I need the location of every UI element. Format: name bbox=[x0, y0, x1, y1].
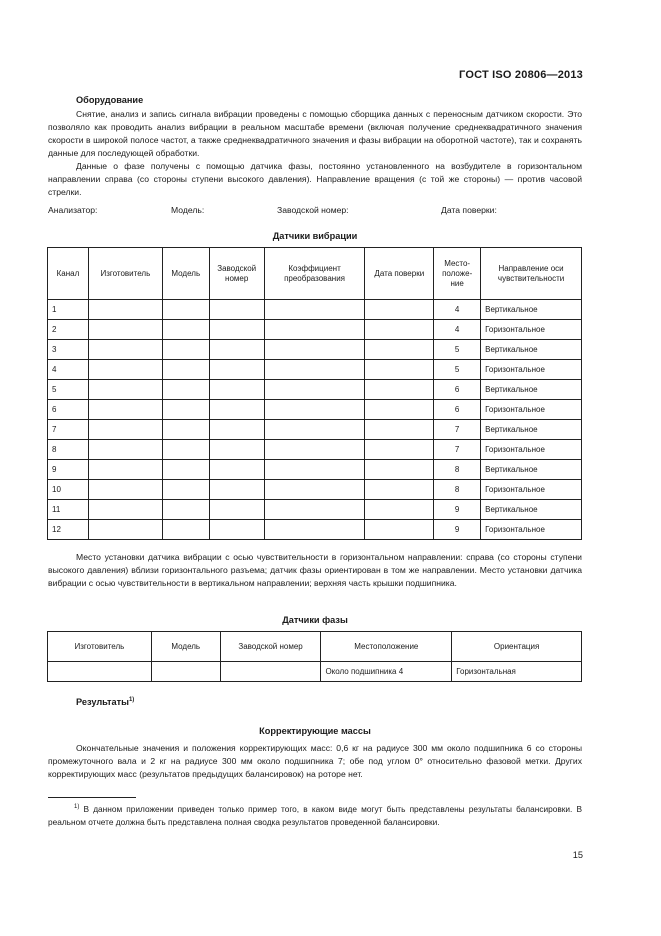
cell-coefficient bbox=[264, 320, 365, 340]
cell-channel: 5 bbox=[48, 380, 89, 400]
cell-manufacturer bbox=[88, 360, 162, 380]
cell-coefficient bbox=[264, 340, 365, 360]
cell-direction: Горизонтальное bbox=[481, 320, 582, 340]
footnote-mark: 1) bbox=[74, 804, 80, 810]
cell-direction: Горизонтальное bbox=[481, 520, 582, 540]
cell-coefficient bbox=[264, 480, 365, 500]
cell-location: 9 bbox=[434, 500, 481, 520]
col-coefficient: Коэффициент преобразования bbox=[264, 248, 365, 300]
phase-col-manufacturer: Изготовитель bbox=[48, 632, 152, 662]
cell-serial bbox=[209, 400, 264, 420]
cell-model bbox=[162, 340, 209, 360]
phase-cell-manufacturer bbox=[48, 662, 152, 682]
cell-location: 5 bbox=[434, 340, 481, 360]
cell-location: 5 bbox=[434, 360, 481, 380]
cell-direction: Горизонтальное bbox=[481, 440, 582, 460]
cell-channel: 9 bbox=[48, 460, 89, 480]
cell-model bbox=[162, 300, 209, 320]
vibration-table-row bbox=[48, 300, 582, 320]
cell-direction: Горизонтальное bbox=[481, 400, 582, 420]
cell-model bbox=[162, 460, 209, 480]
model-label: Модель: bbox=[171, 205, 205, 215]
cell-coefficient bbox=[264, 380, 365, 400]
cell-location: 7 bbox=[434, 440, 481, 460]
cell-manufacturer bbox=[88, 460, 162, 480]
vibration-table-row bbox=[48, 360, 582, 380]
phase-table-title: Датчики фазы bbox=[282, 615, 348, 625]
results-heading bbox=[76, 697, 134, 707]
cell-serial bbox=[209, 520, 264, 540]
placement-text bbox=[48, 551, 582, 590]
cell-calibration bbox=[365, 480, 434, 500]
phase-col-location: Местоположение bbox=[321, 632, 452, 662]
col-location: Место-положе-ние bbox=[434, 248, 481, 300]
correction-paragraph: Окончательные значения и положения корректирующих масс: 0,6 кг на радиусе 300 мм около подшипника 6 со стороны промежуточного вала и 2 кг на радиусе 300 мм около подшипника 7; обе под углом 0° относительно фазовой метки. Других корректирующих масс (результатов предыдущих балансировок) на роторе нет. bbox=[48, 743, 582, 779]
cell-coefficient bbox=[264, 440, 365, 460]
cell-manufacturer bbox=[88, 440, 162, 460]
placement-paragraph: Место установки датчика вибрации с осью чувствительности в горизонтальном направлении: справа (со стороны ступени высокого давления) вблизи горизонтального разъема; датчик фазы ориентирован в том же направлении. Место установки датчика вибрации с осью чувствительности в вертикальном направлении; верхняя часть крышки подшипника. bbox=[48, 552, 582, 588]
cell-model bbox=[162, 500, 209, 520]
cell-manufacturer bbox=[88, 300, 162, 320]
vibration-sensors-table bbox=[47, 247, 582, 540]
phase-cell-location: Около подшипника 4 bbox=[321, 662, 452, 682]
vibration-table-row bbox=[48, 500, 582, 520]
phase-col-model: Модель bbox=[151, 632, 220, 662]
cell-calibration bbox=[365, 360, 434, 380]
cell-channel: 1 bbox=[48, 300, 89, 320]
standard-header: ГОСТ ISO 20806—2013 bbox=[459, 69, 583, 81]
cell-coefficient bbox=[264, 360, 365, 380]
cell-location: 4 bbox=[434, 300, 481, 320]
vibration-table-row bbox=[48, 420, 582, 440]
footnote-text: В данном приложении приведен только пример того, в каком виде могут быть представлены результаты балансировки. В реальном отчете должна быть представлена полная сводка результатов проведенной балансировки. bbox=[48, 804, 582, 827]
vibration-table-row bbox=[48, 400, 582, 420]
cell-manufacturer bbox=[88, 420, 162, 440]
cell-coefficient bbox=[264, 520, 365, 540]
cell-channel: 3 bbox=[48, 340, 89, 360]
cell-channel: 7 bbox=[48, 420, 89, 440]
cell-manufacturer bbox=[88, 380, 162, 400]
correction-heading: Корректирующие массы bbox=[259, 726, 371, 736]
cell-calibration bbox=[365, 460, 434, 480]
cell-location: 8 bbox=[434, 460, 481, 480]
phase-cell-orientation: Горизонтальная bbox=[452, 662, 582, 682]
cell-serial bbox=[209, 440, 264, 460]
cell-serial bbox=[209, 380, 264, 400]
col-calibration: Дата поверки bbox=[365, 248, 434, 300]
cell-calibration bbox=[365, 520, 434, 540]
cell-calibration bbox=[365, 420, 434, 440]
cell-serial bbox=[209, 500, 264, 520]
cell-direction: Горизонтальное bbox=[481, 360, 582, 380]
footnote-divider bbox=[48, 797, 136, 798]
cell-serial bbox=[209, 320, 264, 340]
phase-cell-model bbox=[151, 662, 220, 682]
cell-manufacturer bbox=[88, 320, 162, 340]
cell-location: 4 bbox=[434, 320, 481, 340]
cell-model bbox=[162, 420, 209, 440]
cell-manufacturer bbox=[88, 500, 162, 520]
cell-manufacturer bbox=[88, 520, 162, 540]
cell-serial bbox=[209, 420, 264, 440]
equipment-paragraph-1: Снятие, анализ и запись сигнала вибрации проведены с помощью сборщика данных с переносным датчиком скорости. Это позволяло как проводить анализ вибрации в реальном масштабе времени (включая получение среднеквадратичного значения скорости в широкой полосе частот, а также среднеквадратичного значения и фазы вибрации на оборотной частоте), так и сохранять данные для последующей обработки. bbox=[48, 109, 582, 158]
cell-model bbox=[162, 380, 209, 400]
cell-channel: 4 bbox=[48, 360, 89, 380]
cell-calibration bbox=[365, 320, 434, 340]
equipment-heading: Оборудование bbox=[76, 95, 144, 105]
cell-coefficient bbox=[264, 500, 365, 520]
correction-text bbox=[48, 742, 582, 781]
cell-channel: 12 bbox=[48, 520, 89, 540]
phase-col-orientation: Ориентация bbox=[452, 632, 582, 662]
cell-manufacturer bbox=[88, 340, 162, 360]
col-model: Модель bbox=[162, 248, 209, 300]
cell-location: 7 bbox=[434, 420, 481, 440]
cell-channel: 6 bbox=[48, 400, 89, 420]
cell-manufacturer bbox=[88, 400, 162, 420]
col-channel: Канал bbox=[48, 248, 89, 300]
cell-direction: Вертикальное bbox=[481, 380, 582, 400]
cell-channel: 10 bbox=[48, 480, 89, 500]
phase-col-serial: Заводской номер bbox=[220, 632, 321, 662]
cell-direction: Вертикальное bbox=[481, 500, 582, 520]
vibration-table-row bbox=[48, 520, 582, 540]
cell-channel: 8 bbox=[48, 440, 89, 460]
cell-channel: 2 bbox=[48, 320, 89, 340]
cell-direction: Вертикальное bbox=[481, 460, 582, 480]
cell-coefficient bbox=[264, 400, 365, 420]
col-serial: Заводской номер bbox=[209, 248, 264, 300]
serial-label: Заводской номер: bbox=[277, 205, 349, 215]
cell-calibration bbox=[365, 340, 434, 360]
results-heading-text: Результаты bbox=[76, 697, 129, 707]
cell-coefficient bbox=[264, 420, 365, 440]
cell-direction: Вертикальное bbox=[481, 420, 582, 440]
cell-calibration bbox=[365, 500, 434, 520]
equipment-text bbox=[48, 108, 582, 199]
phase-sensors-table bbox=[47, 631, 582, 682]
phase-cell-serial bbox=[220, 662, 321, 682]
cell-direction: Вертикальное bbox=[481, 300, 582, 320]
cell-calibration bbox=[365, 440, 434, 460]
cell-location: 6 bbox=[434, 380, 481, 400]
vibration-table-row bbox=[48, 440, 582, 460]
results-footnote-mark: 1) bbox=[128, 697, 135, 703]
page-number: 15 bbox=[572, 850, 583, 860]
vibration-table-body bbox=[48, 300, 582, 540]
phase-table-header bbox=[48, 632, 582, 662]
cell-model bbox=[162, 520, 209, 540]
cell-model bbox=[162, 320, 209, 340]
calibration-label: Дата поверки: bbox=[441, 205, 497, 215]
cell-channel: 11 bbox=[48, 500, 89, 520]
vibration-table-row bbox=[48, 460, 582, 480]
vibration-table-header bbox=[48, 248, 582, 300]
cell-calibration bbox=[365, 400, 434, 420]
cell-calibration bbox=[365, 380, 434, 400]
cell-coefficient bbox=[264, 460, 365, 480]
cell-location: 6 bbox=[434, 400, 481, 420]
cell-serial bbox=[209, 460, 264, 480]
cell-manufacturer bbox=[88, 480, 162, 500]
cell-model bbox=[162, 400, 209, 420]
cell-coefficient bbox=[264, 300, 365, 320]
phase-table-row bbox=[48, 662, 582, 682]
cell-serial bbox=[209, 360, 264, 380]
cell-model bbox=[162, 440, 209, 460]
cell-serial bbox=[209, 340, 264, 360]
vibration-table-row bbox=[48, 380, 582, 400]
cell-serial bbox=[209, 480, 264, 500]
footnote bbox=[48, 801, 582, 829]
vibration-table-row bbox=[48, 320, 582, 340]
cell-model bbox=[162, 360, 209, 380]
cell-model bbox=[162, 480, 209, 500]
cell-direction: Вертикальное bbox=[481, 340, 582, 360]
equipment-paragraph-2: Данные о фазе получены с помощью датчика фазы, постоянно установленного на возбудителе в горизонтальном направлении справа (со стороны ступени высокого давления). Направление вращения (с той же стороны) — против часовой стрелки. bbox=[48, 161, 582, 197]
col-manufacturer: Изготовитель bbox=[88, 248, 162, 300]
vibration-table-row bbox=[48, 340, 582, 360]
cell-serial bbox=[209, 300, 264, 320]
cell-direction: Горизонтальное bbox=[481, 480, 582, 500]
cell-location: 9 bbox=[434, 520, 481, 540]
analyzer-label: Анализатор: bbox=[48, 205, 98, 215]
vibration-table-title: Датчики вибрации bbox=[272, 231, 358, 241]
cell-calibration bbox=[365, 300, 434, 320]
col-direction: Направление оси чувствительности bbox=[481, 248, 582, 300]
vibration-table-row bbox=[48, 480, 582, 500]
cell-location: 8 bbox=[434, 480, 481, 500]
